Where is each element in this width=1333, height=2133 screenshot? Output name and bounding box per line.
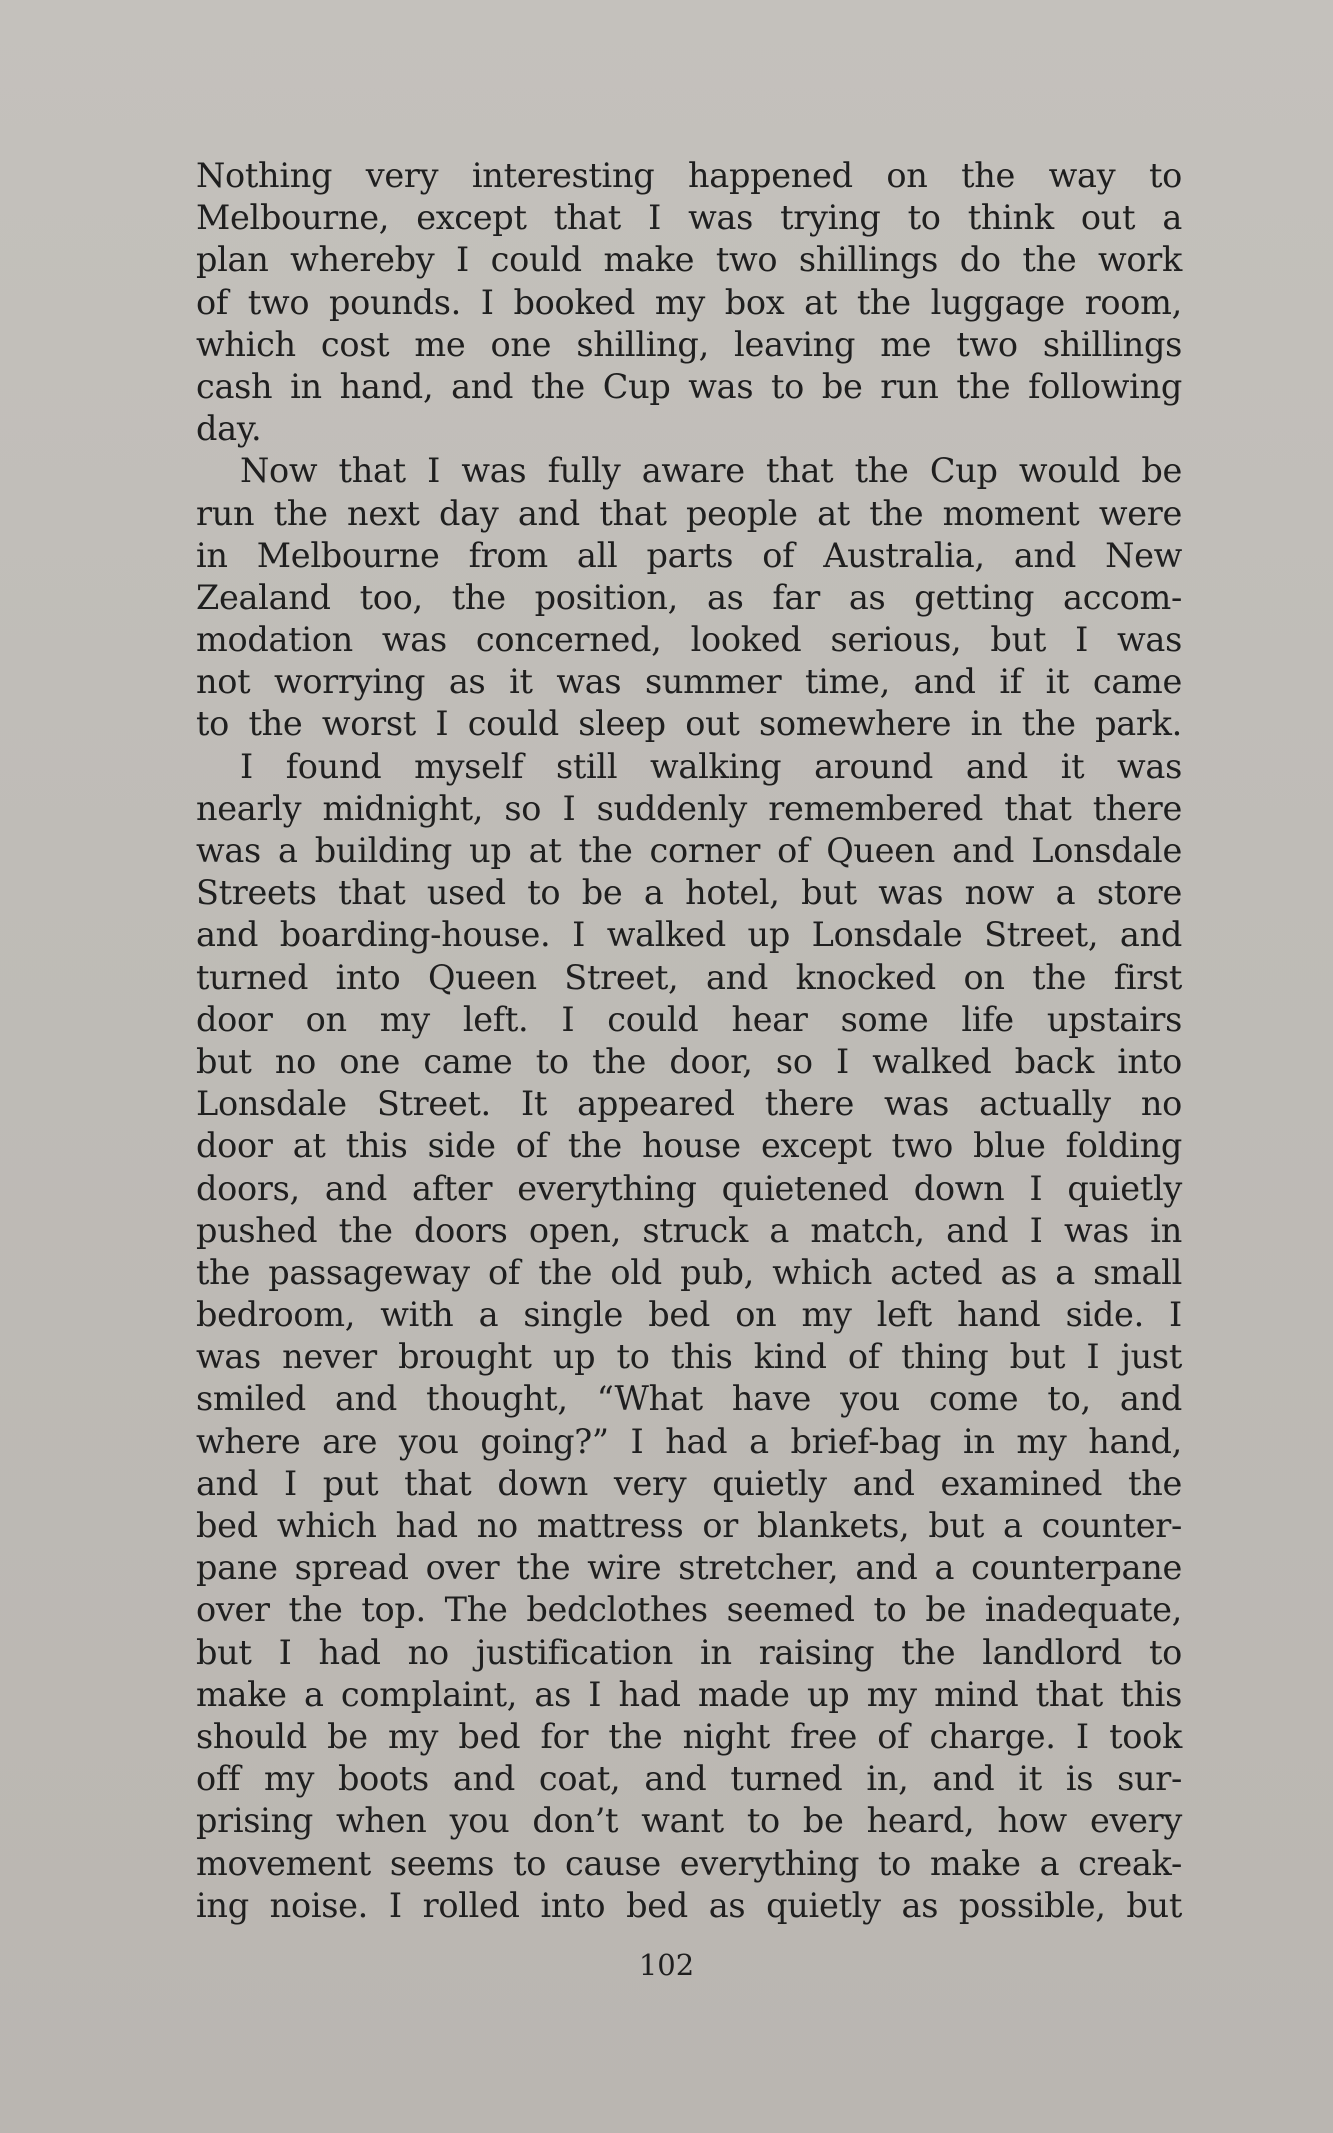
text-line: not worrying as it was summer time, and if it came xyxy=(196,662,1182,702)
text-line: Lonsdale Street. It appeared there was actually no xyxy=(196,1084,1182,1124)
text-line: of two pounds. I booked my box at the luggage room, xyxy=(196,282,1182,322)
text-line: the passageway of the old pub, which acted as a small xyxy=(196,1252,1182,1292)
text-line: movement seems to cause everything to make a creak- xyxy=(196,1843,1182,1883)
text-line: bedroom, with a single bed on my left hand side. I xyxy=(196,1295,1182,1335)
text-line: but I had no justification in raising the landlord to xyxy=(196,1632,1182,1672)
text-line: Nothing very interesting happened on the way to xyxy=(196,156,1182,195)
text-line: off my boots and coat, and turned in, and it is sur- xyxy=(196,1759,1182,1799)
body-text xyxy=(196,155,1182,1927)
text-line: day. xyxy=(196,409,262,449)
text-line: should be my bed for the night free of charge. I took xyxy=(196,1716,1182,1756)
text-line: over the top. The bedclothes seemed to be inadequate, xyxy=(196,1590,1182,1630)
text-line: pane spread over the wire stretcher, and a counterpane xyxy=(196,1548,1182,1588)
text-line: turned into Queen Street, and knocked on the first xyxy=(196,957,1182,997)
text-line: smiled and thought, “What have you come to, and xyxy=(196,1379,1182,1419)
text-line: I found myself still walking around and it was xyxy=(240,746,1182,786)
text-line: run the next day and that people at the moment were xyxy=(196,493,1182,533)
text-line: door on my left. I could hear some life upstairs xyxy=(196,999,1182,1039)
text-line: cash in hand, and the Cup was to be run the following xyxy=(196,366,1182,406)
text-line: pushed the doors open, struck a match, and I was in xyxy=(196,1210,1182,1250)
text-line: Streets that used to be a hotel, but was now a store xyxy=(196,873,1182,913)
text-line: Now that I was fully aware that the Cup would be xyxy=(240,451,1182,491)
text-line: make a complaint, as I had made up my mind that this xyxy=(196,1674,1182,1714)
text-line: in Melbourne from all parts of Australia, and New xyxy=(196,535,1182,575)
text-line: door at this side of the house except two blue folding xyxy=(196,1126,1182,1166)
text-line: plan whereby I could make two shillings do the work xyxy=(196,240,1182,280)
text-line: bed which had no mattress or blankets, but a counter- xyxy=(196,1506,1182,1545)
text-line: Melbourne, except that I was trying to think out a xyxy=(196,198,1182,238)
text-line: ing noise. I rolled into bed as quietly as possible, but xyxy=(196,1885,1182,1925)
text-line: doors, and after everything quietened down I quietly xyxy=(196,1168,1182,1208)
text-line: to the worst I could sleep out somewhere in the park. xyxy=(196,704,1182,744)
text-line: Zealand too, the position, as far as getting accom- xyxy=(196,577,1182,617)
text-line: and boarding-house. I walked up Lonsdale Street, and xyxy=(196,915,1182,955)
text-line: and I put that down very quietly and examined the xyxy=(196,1463,1182,1503)
text-line: prising when you don’t want to be heard, how every xyxy=(196,1801,1182,1841)
text-line: which cost me one shilling, leaving me two shillings xyxy=(196,324,1182,364)
text-line: nearly midnight, so I suddenly remembered that there xyxy=(196,788,1182,828)
page-number: 102 xyxy=(638,1948,695,1982)
text-line: modation was concerned, looked serious, but I was xyxy=(196,620,1182,660)
text-line: was a building up at the corner of Queen and Lonsdale xyxy=(196,831,1182,870)
text-line: but no one came to the door, so I walked back into xyxy=(196,1041,1182,1081)
text-line: was never brought up to this kind of thing but I just xyxy=(196,1337,1182,1377)
text-line: where are you going?” I had a brief-bag in my hand, xyxy=(196,1421,1182,1461)
